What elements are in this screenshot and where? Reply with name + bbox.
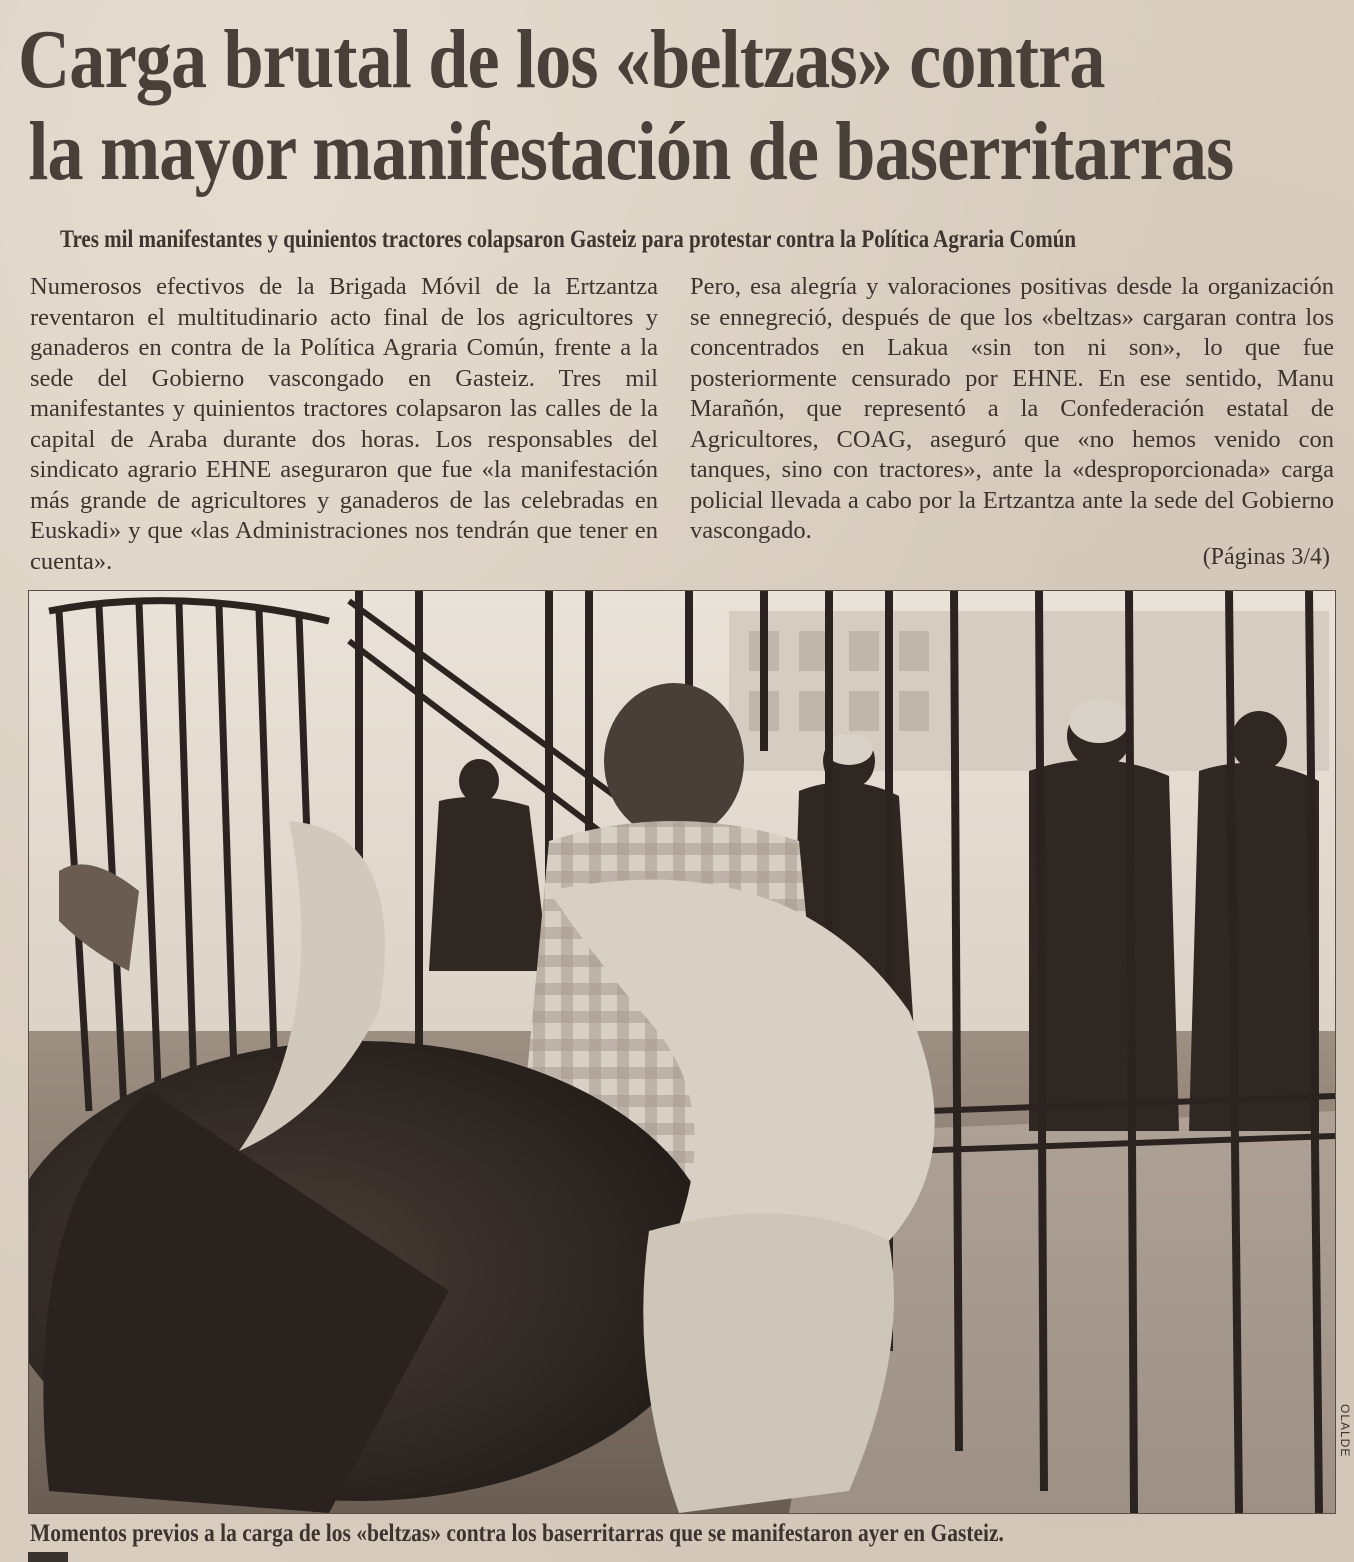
headline-line-2: la mayor manifestación de baserritarras <box>28 105 1234 198</box>
photo-illustration <box>29 591 1335 1513</box>
news-photo <box>28 590 1336 1514</box>
body-right-column: Pero, esa alegría y valoraciones positivas desde la organización se ennegreció, después de que los «beltzas» cargaran contra los concentrados en Lakua «sin ton ni son», lo que fue posteriormente censurado por EHNE. En ese sentido, Manu Marañón, que representó a la Confederación estatal de Agricultores, COAG, aseguró que «no hemos venido con tanques, sino con tractores», ante la «desproporcionada» carga policial llevada a cabo por la Ertzantza ante la sede del Gobierno vascongado. <box>690 273 1334 544</box>
subheadline: Tres mil manifestantes y quinientos tractores colapsaron Gasteiz para protestar contra la Política Agraria Común <box>60 226 1077 253</box>
body-left-column: Numerosos efectivos de la Brigada Móvil de la Ertzantza reventaron el multitudinario acto final de los agricultores y ganaderos en contra de la Política Agraria Común, frente a la sede del Gobierno vascongado en Gasteiz. Tres mil manifestantes y quinientos tractores colapsaron las calles de la capital de Araba durante dos horas. Los responsables del sindicato agrario EHNE aseguraron que fue «la manifestación más grande de agricultores y ganaderos de las celebradas en Euskadi» y que «las Administraciones nos tendrán que tener en cuenta». <box>30 273 658 575</box>
headline-line-1: Carga brutal de los «beltzas» contra <box>18 13 1105 106</box>
pages-reference: (Páginas 3/4) <box>1202 544 1330 570</box>
photo-caption: Momentos previos a la carga de los «beltzas» contra los baserritarras que se manifestaron ayer en Gasteiz. <box>30 1520 1004 1547</box>
headline <box>18 13 1234 198</box>
photo-credit: OLALDE <box>1338 1404 1352 1458</box>
page-edge-mark <box>28 1552 68 1562</box>
